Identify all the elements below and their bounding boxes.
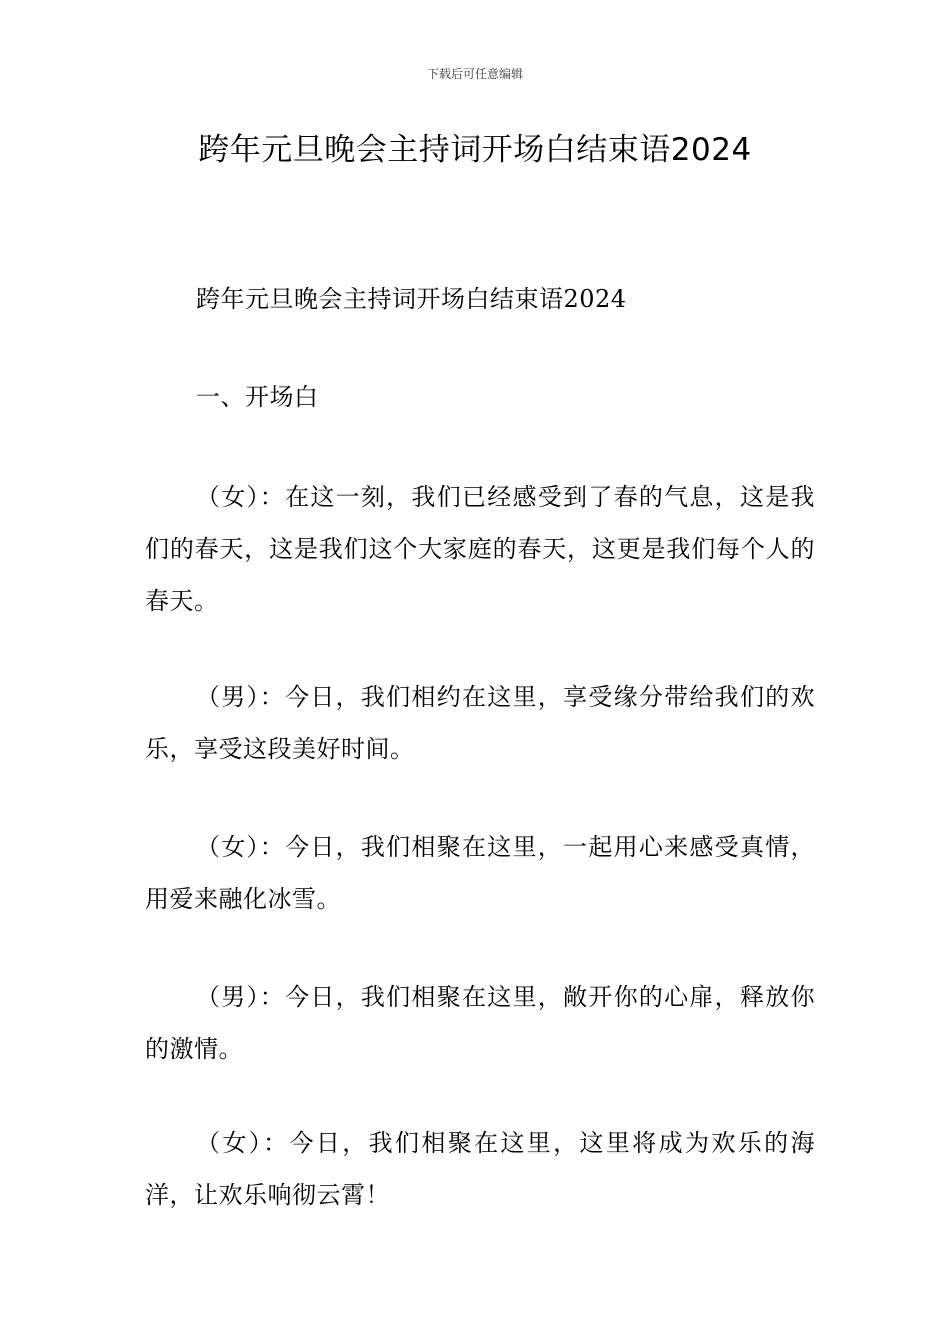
header-note: 下载后可任意编辑 bbox=[426, 67, 523, 81]
section-heading-opening: 一、开场白 bbox=[196, 383, 319, 411]
document-title: 跨年元旦晚会主持词开场白结束语2024 bbox=[198, 132, 752, 168]
paragraph-subtitle: 跨年元旦晚会主持词开场白结束语2024 bbox=[196, 285, 627, 313]
paragraph: （男）：今日，我们相聚在这里，敞开你的心扉，释放你的激情。 bbox=[145, 983, 815, 1063]
paragraph: （女）：今日，我们相聚在这里，这里将成为欢乐的海洋，让欢乐响彻云霄！ bbox=[145, 1129, 815, 1209]
paragraph: （女）：在这一刻，我们已经感受到了春的气息，这是我们的春天，这是我们这个大家庭的春天，这更是我们每个人的春天。 bbox=[145, 483, 815, 615]
paragraph: （男）：今日，我们相约在这里，享受缘分带给我们的欢乐，享受这段美好时间。 bbox=[145, 683, 815, 763]
paragraph: （女）：今日，我们相聚在这里，一起用心来感受真情，用爱来融化冰雪。 bbox=[145, 833, 815, 913]
